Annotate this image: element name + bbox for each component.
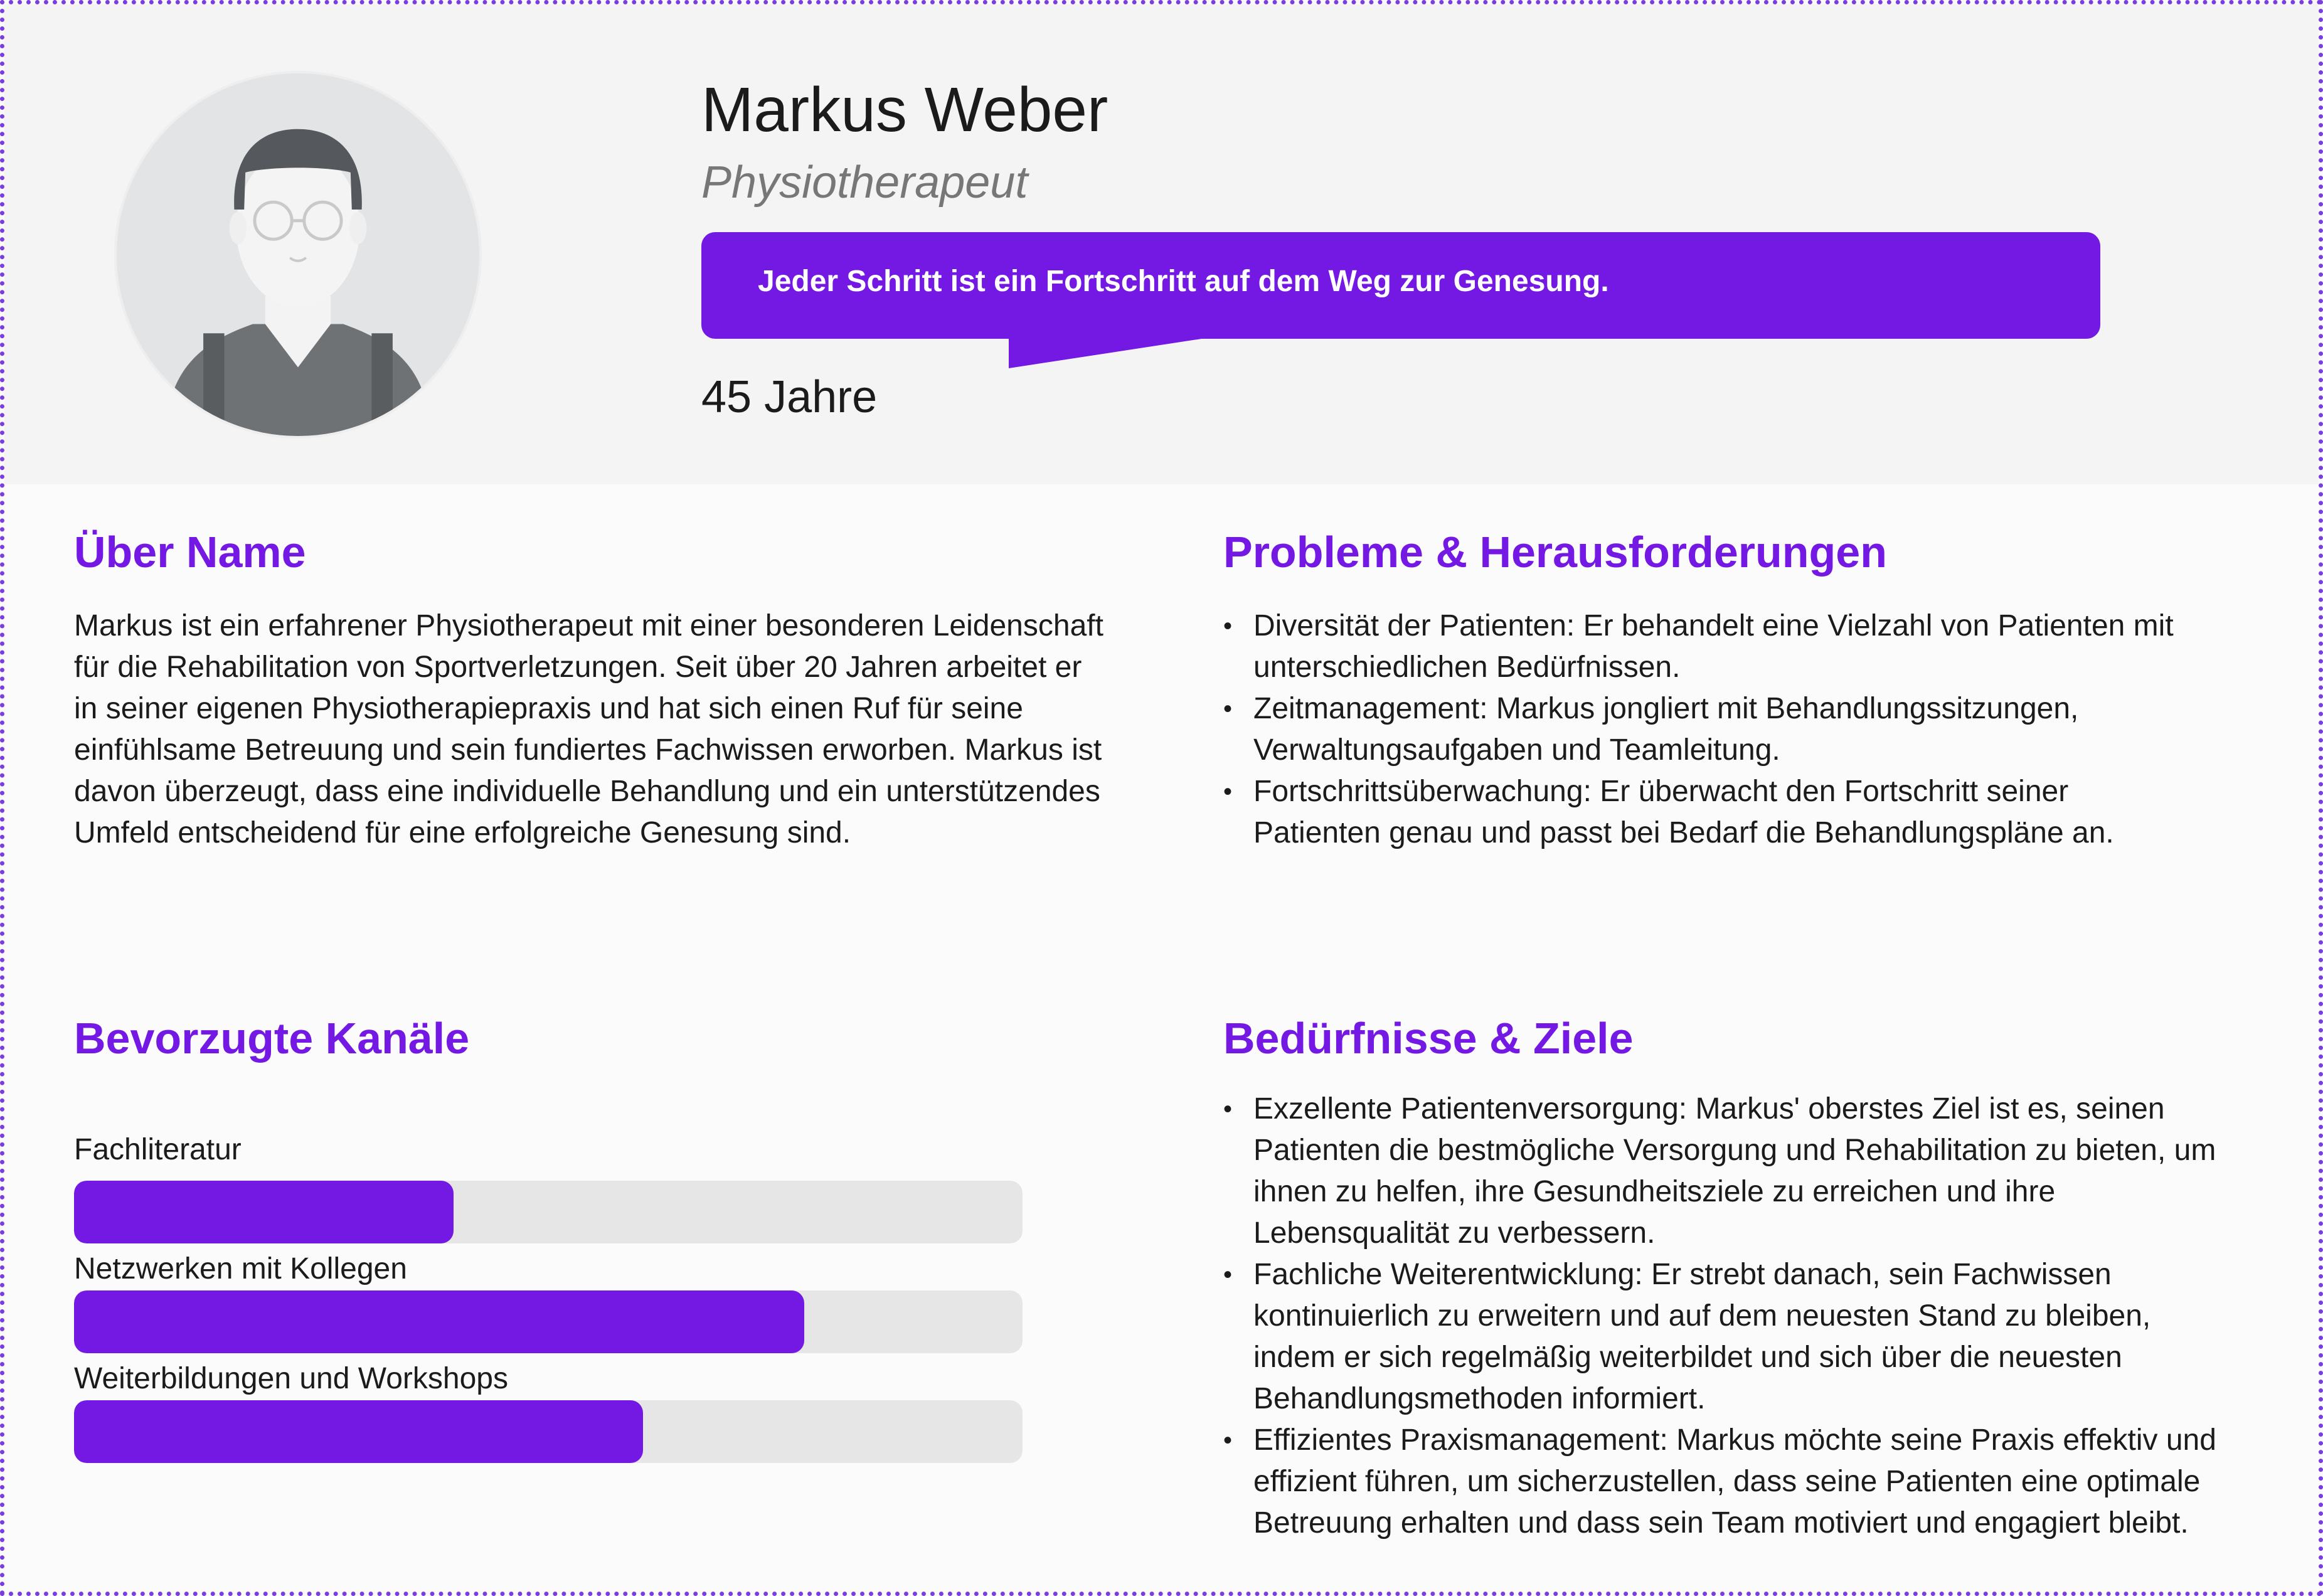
about-title: Über Name [74, 528, 306, 577]
channel-label: Fachliteratur [74, 1133, 242, 1166]
needs-title: Bedürfnisse & Ziele [1223, 1014, 1634, 1063]
channel-bar-fill [74, 1181, 454, 1243]
about-line: in seiner eigenen Physiotherapiepraxis und hat sich einen Ruf für seine [74, 692, 1023, 725]
about-line: für die Rehabilitation von Sportverletzungen. Seit über 20 Jahren arbeitet er [74, 651, 1082, 684]
quote-text: Jeder Schritt ist ein Fortschritt auf dem Weg zur Genesung. [758, 264, 1609, 298]
about-line: Umfeld entscheidend für eine erfolgreiche Genesung sind. [74, 816, 851, 849]
quote-bubble [701, 232, 2100, 339]
persona-name: Markus Weber [701, 75, 1108, 145]
problems-title: Probleme & Herausforderungen [1223, 528, 1887, 577]
about-line: davon überzeugt, dass eine individuelle Behandlung und ein unterstützendes [74, 775, 1100, 808]
speech-bubble-tail-icon [1009, 336, 1222, 368]
list-item: • Zeitmanagement: Markus jongliert mit Behandlungssitzungen, Verwaltungsaufgaben und Teamleitung. [1223, 688, 2202, 771]
list-item: • Fortschrittsüberwachung: Er überwacht den Fortschritt seiner Patienten genau und passt bei Bedarf die Behandlungspläne an. [1223, 771, 2202, 854]
person-avatar-icon [117, 73, 479, 436]
needs-list [1223, 1088, 2233, 1544]
list-item: • Diversität der Patienten: Er behandelt eine Vielzahl von Patienten mit unterschiedlichen Bedürfnissen. [1223, 605, 2202, 688]
list-item: • Fachliche Weiterentwicklung: Er strebt danach, sein Fachwissen kontinuierlich zu erweitern und auf dem neuesten Stand zu bleiben, indem er sich regelmäßig weiterbildet und sich über die neuesten Behandlungsmethoden informiert. [1223, 1254, 2233, 1420]
avatar [114, 71, 482, 439]
channel-bar-track [74, 1181, 1023, 1243]
about-paragraph [74, 605, 1178, 854]
channel-label: Netzwerken mit Kollegen [74, 1252, 407, 1285]
list-item: • Effizientes Praxismanagement: Markus möchte seine Praxis effektiv und effizient führen, um sicherzustellen, dass seine Patienten eine optimale Betreuung erhalten und dass sein Team motiviert und engagiert bleibt. [1223, 1420, 2233, 1544]
persona-role: Physiotherapeut [701, 157, 1028, 208]
about-line: Markus ist ein erfahrener Physiotherapeut mit einer besonderen Leidenschaft [74, 609, 1103, 642]
about-line: einfühlsame Betreuung und sein fundiertes Fachwissen erworben. Markus ist [74, 733, 1102, 767]
persona-age: 45 Jahre [701, 372, 878, 422]
channel-label: Weiterbildungen und Workshops [74, 1362, 508, 1395]
problems-list [1223, 605, 2202, 854]
channel-bar-fill [74, 1290, 804, 1353]
channel-bar-track [74, 1290, 1023, 1353]
channels-title: Bevorzugte Kanäle [74, 1014, 470, 1063]
channel-bar-track [74, 1400, 1023, 1463]
channel-bar-fill [74, 1400, 643, 1463]
list-item: • Exzellente Patientenversorgung: Markus' oberstes Ziel ist es, seinen Patienten die bestmögliche Versorgung und Rehabilitation zu bieten, um ihnen zu helfen, ihre Gesundheitsziele zu erreichen und ihre Lebensqualität zu verbessern. [1223, 1088, 2233, 1254]
